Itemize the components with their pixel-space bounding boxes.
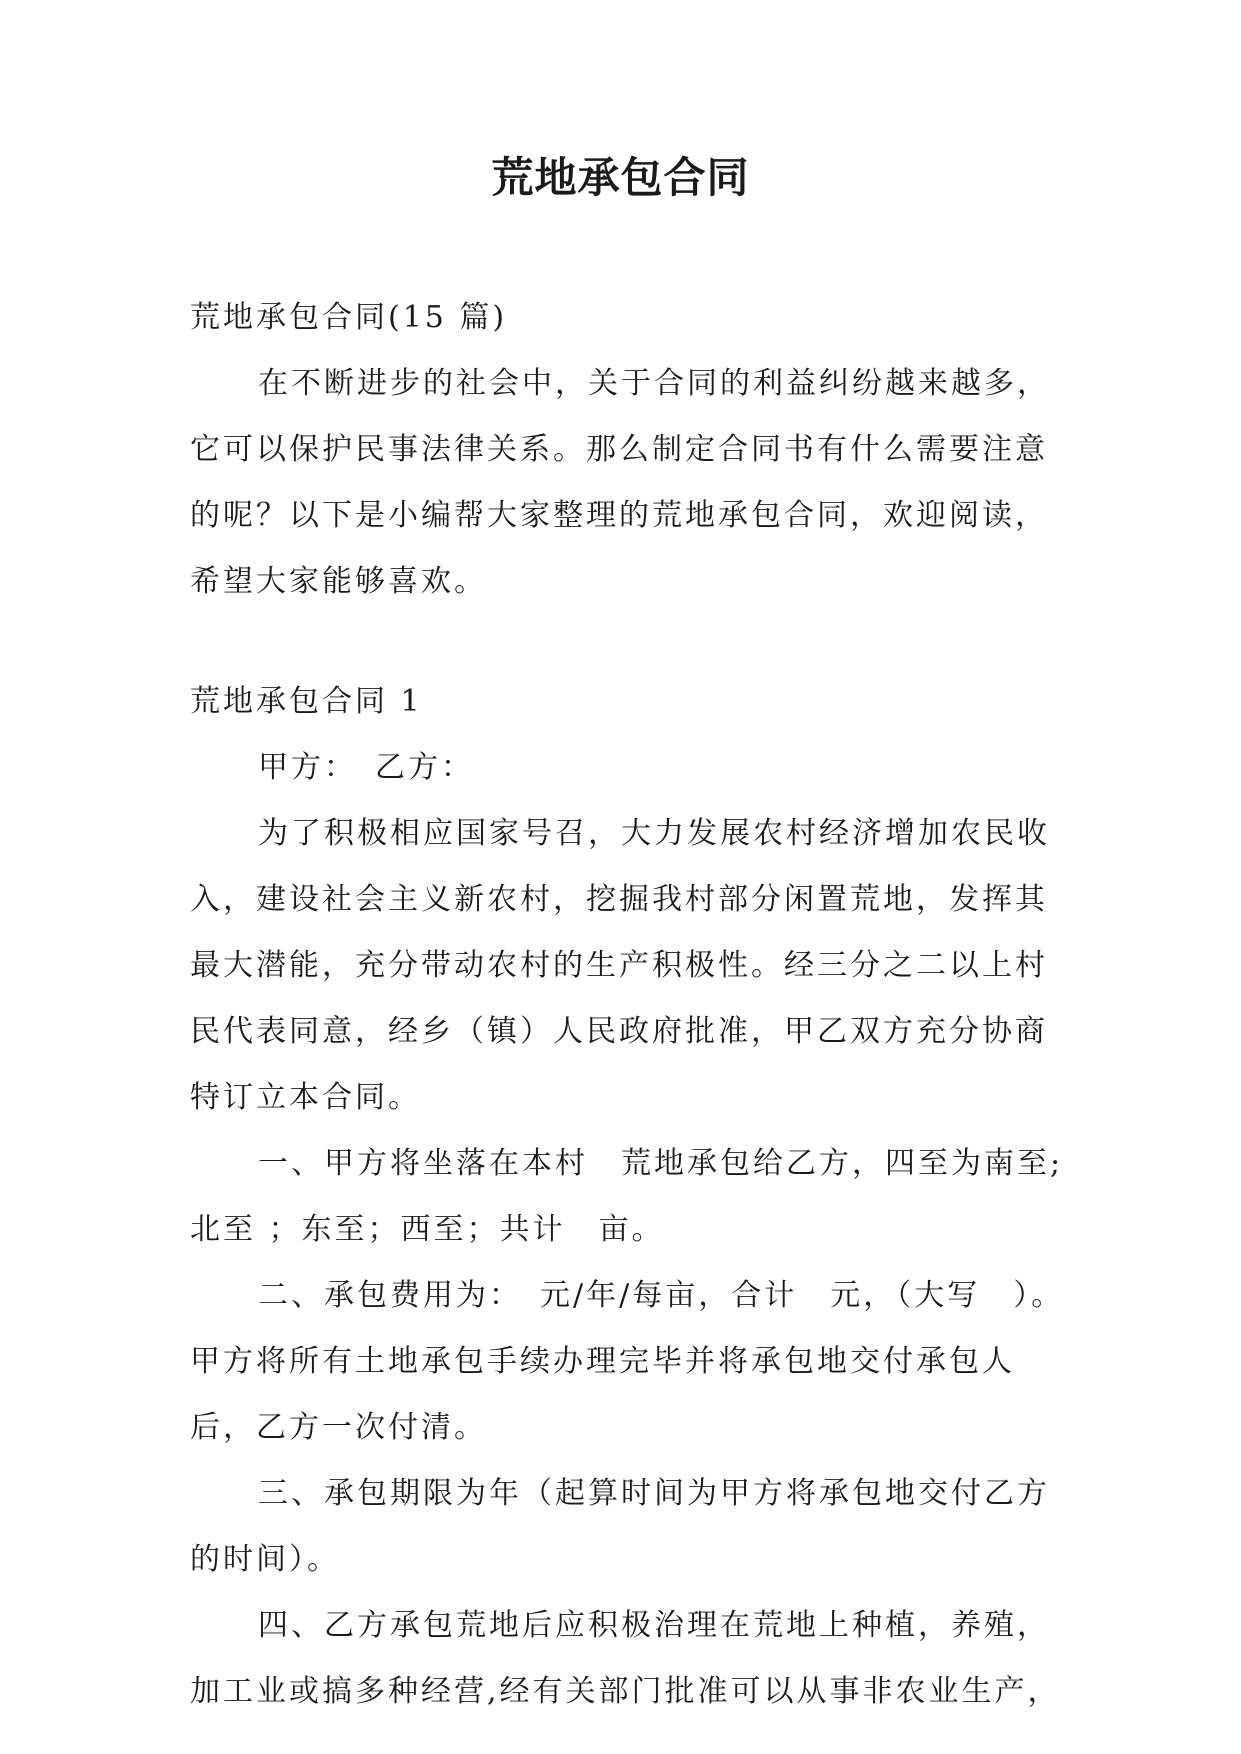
- document-title: 荒地承包合同: [491, 153, 750, 202]
- clause-1-line-2: 北至 ；东至；西至；共计 亩。: [190, 1212, 665, 1247]
- preamble-line-3: 最大潜能，充分带动农村的生产积极性。经三分之二以上村: [190, 948, 1048, 983]
- clause-2-line-2: 甲方将所有土地承包手续办理完毕并将承包地交付承包人: [190, 1344, 1015, 1379]
- parties-line: 甲方： 乙方：: [258, 750, 474, 785]
- preamble-line-4: 民代表同意，经乡（镇）人民政府批准，甲乙双方充分协商: [190, 1014, 1048, 1049]
- clause-2-line-3: 后，乙方一次付清。: [190, 1410, 487, 1445]
- intro-line-3: 的呢？以下是小编帮大家整理的荒地承包合同，欢迎阅读，: [190, 498, 1048, 533]
- clause-3-line-2: 的时间）。: [190, 1542, 340, 1577]
- section-heading: 荒地承包合同 1: [190, 684, 423, 719]
- clause-1-line-1: 一、甲方将坐落在本村 荒地承包给乙方，四至为南至;: [258, 1146, 1064, 1181]
- subtitle-line: 荒地承包合同(15 篇): [190, 300, 508, 335]
- preamble-line-5: 特订立本合同。: [190, 1080, 421, 1115]
- clause-2-line-1: 二、承包费用为： 元/年/每亩，合计 元，（大写 ）。: [258, 1278, 1065, 1313]
- clause-4-line-2: 加工业或搞多种经营,经有关部门批准可以从事非农业生产，: [190, 1674, 1061, 1709]
- preamble-line-2: 入，建设社会主义新农村，挖掘我村部分闲置荒地，发挥其: [190, 882, 1048, 917]
- preamble-line-1: 为了积极相应国家号召，大力发展农村经济增加农民收: [258, 816, 1050, 851]
- intro-line-1: 在不断进步的社会中，关于合同的利益纠纷越来越多，: [258, 366, 1050, 401]
- intro-line-4: 希望大家能够喜欢。: [190, 564, 487, 599]
- clause-4-line-1: 四、乙方承包荒地后应积极治理在荒地上种植，养殖，: [258, 1608, 1050, 1643]
- clause-3-line-1: 三、承包期限为年（起算时间为甲方将承包地交付乙方: [258, 1476, 1050, 1511]
- intro-line-2: 它可以保护民事法律关系。那么制定合同书有什么需要注意: [190, 432, 1048, 467]
